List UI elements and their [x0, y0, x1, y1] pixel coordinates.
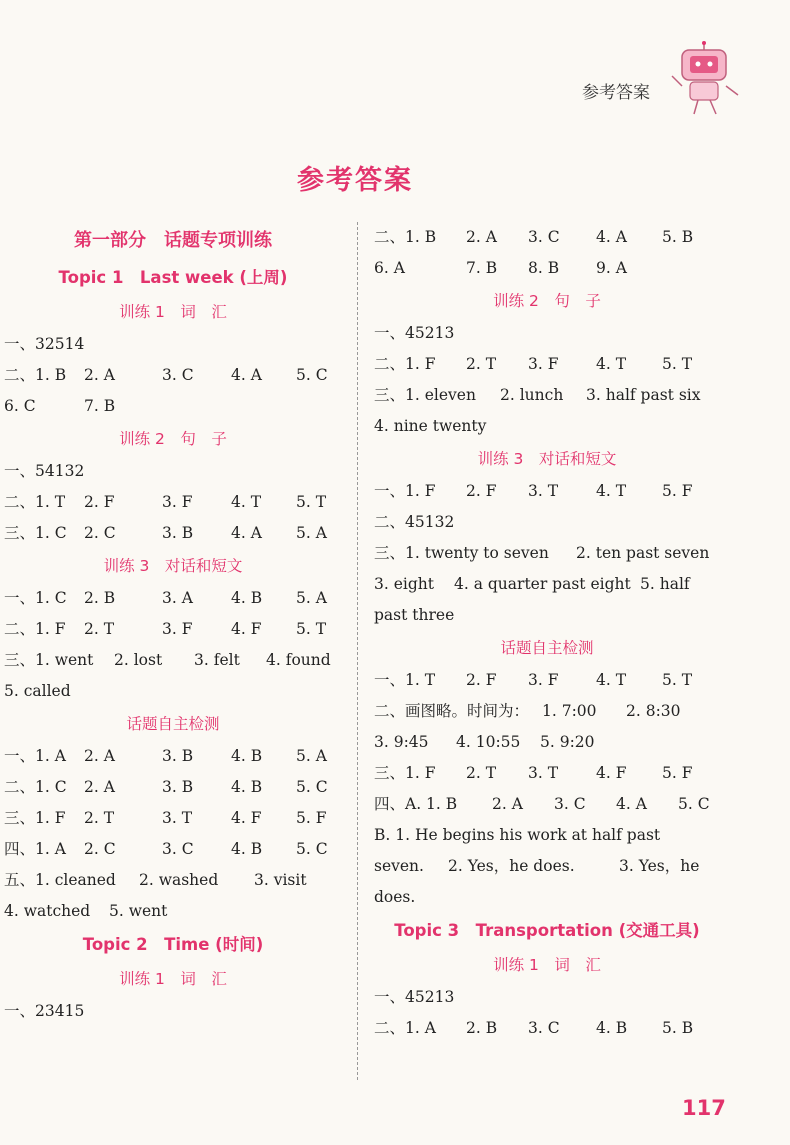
answer-line — [374, 665, 720, 696]
answer-item: past three — [374, 606, 455, 624]
answer-item: 2. washed — [139, 871, 219, 889]
answer-item: 7. B — [466, 259, 498, 277]
topic-heading: Topic 1 Last week (上周) — [58, 268, 288, 287]
answer-line — [4, 360, 342, 391]
answer-item: 三、1. F — [374, 764, 436, 782]
answer-line — [4, 996, 342, 1027]
answer-item: 3. T — [528, 482, 559, 500]
answer-item: 4. nine twenty — [374, 417, 487, 435]
answer-item: 3. A — [162, 589, 193, 607]
section-heading: 训练 3 对话和短文 — [477, 450, 617, 468]
answer-item: 3. C — [554, 795, 586, 813]
answer-item: 2. A — [466, 228, 497, 246]
answer-line — [4, 741, 342, 772]
answer-item: 5. F — [662, 764, 693, 782]
answer-item: 二、1. A — [374, 1019, 436, 1037]
answer-item: 三、1. eleven — [374, 386, 476, 404]
answer-item: 四、A. 1. B — [374, 795, 458, 813]
answer-line — [4, 834, 342, 865]
answer-item: 6. A — [374, 259, 405, 277]
answer-item: 2. ten past seven — [576, 544, 710, 562]
answer-line — [374, 507, 720, 538]
answer-item: 4. T — [596, 355, 627, 373]
section-heading: 话题自主检测 — [500, 639, 594, 657]
answer-line — [4, 772, 342, 803]
answer-item: 一、54132 — [4, 462, 85, 480]
answer-line — [374, 851, 720, 882]
answer-item: 4. F — [231, 809, 262, 827]
answer-item: 3. C — [528, 1019, 560, 1037]
answer-item: 2. T — [466, 355, 497, 373]
answer-item: 5. C — [296, 366, 328, 384]
topic-heading: Topic 2 Time (时间) — [82, 935, 264, 954]
section-heading: 训练 1 词 汇 — [119, 303, 227, 321]
answer-line — [374, 569, 720, 600]
answer-line — [4, 896, 342, 927]
answer-item: 4. T — [231, 493, 262, 511]
answer-item: 3. 9:45 — [374, 733, 429, 751]
answer-item: 2. T — [466, 764, 497, 782]
answer-item: 3. B — [162, 778, 194, 796]
answer-item: 1. 7:00 — [542, 702, 597, 720]
section-heading: 训练 2 句 子 — [493, 292, 601, 310]
answer-item: 4. A — [231, 366, 262, 384]
answer-line — [4, 329, 342, 360]
answer-item: seven. — [374, 857, 424, 875]
answer-item: 8. B — [528, 259, 560, 277]
answer-line — [374, 727, 720, 758]
section-heading: 训练 1 词 汇 — [493, 956, 601, 974]
answer-item: 9. A — [596, 259, 627, 277]
answer-item: 5. B — [662, 1019, 694, 1037]
answer-item: 2. Yes，he does. — [448, 857, 575, 875]
answer-line — [374, 476, 720, 507]
left-answer-column — [4, 222, 342, 1027]
robot-mascot-icon — [668, 40, 748, 120]
answer-line — [374, 318, 720, 349]
answer-item: 3. F — [528, 671, 559, 689]
page-title: 参考答案 — [297, 165, 413, 196]
answer-item: 3. C — [162, 840, 194, 858]
answer-item: 三、1. twenty to seven — [374, 544, 549, 562]
answer-item: 一、45213 — [374, 988, 455, 1006]
answer-item: 3. half past six — [586, 386, 701, 404]
answer-item: 4. watched — [4, 902, 91, 920]
answer-item: 二、1. C — [4, 778, 67, 796]
answer-line — [4, 456, 342, 487]
answer-item: 一、32514 — [4, 335, 85, 353]
answer-item: 3. B — [162, 747, 194, 765]
answer-item: 4. B — [231, 840, 263, 858]
answer-item: 3. B — [162, 524, 194, 542]
answer-line — [4, 803, 342, 834]
answer-item: 二、1. T — [4, 493, 66, 511]
answer-item: 4. F — [596, 764, 627, 782]
answer-line — [374, 380, 720, 411]
answer-item: 一、1. C — [4, 589, 67, 607]
answer-item: 三、1. C — [4, 524, 67, 542]
answer-item: 4. B — [596, 1019, 628, 1037]
answer-item: 3. C — [162, 366, 194, 384]
answer-item: 2. B — [84, 589, 116, 607]
answer-item: 4. A — [596, 228, 627, 246]
answer-item: 4. F — [231, 620, 262, 638]
answer-item: 二、1. F — [374, 355, 436, 373]
answer-item: 5. A — [296, 747, 327, 765]
section-heading: 训练 1 词 汇 — [119, 970, 227, 988]
answer-item: 3. T — [528, 764, 559, 782]
answer-line — [374, 600, 720, 631]
answer-line — [4, 614, 342, 645]
answer-item: 5. A — [296, 524, 327, 542]
answer-item: 5. C — [296, 778, 328, 796]
answer-item: 一、1. A — [4, 747, 66, 765]
answer-item: 2. C — [84, 524, 116, 542]
section-heading: 训练 2 句 子 — [119, 430, 227, 448]
section-heading: 训练 3 对话和短文 — [103, 557, 243, 575]
answer-item: 5. half — [640, 575, 690, 593]
answer-line — [4, 583, 342, 614]
answer-line — [374, 538, 720, 569]
answer-item: 3. C — [528, 228, 560, 246]
answer-item: 4. 10:55 — [456, 733, 521, 751]
answer-item: 2. A — [492, 795, 523, 813]
answer-item: 二、1. F — [4, 620, 66, 638]
answer-item: 四、1. A — [4, 840, 66, 858]
part-heading: 第一部分 话题专项训练 — [74, 230, 272, 251]
answer-line — [374, 222, 720, 253]
answer-item: 一、1. F — [374, 482, 436, 500]
answer-item: 7. B — [84, 397, 116, 415]
answer-item: 3. F — [162, 620, 193, 638]
answer-item: 5. A — [296, 589, 327, 607]
answer-item: 二、45132 — [374, 513, 455, 531]
answer-item: 2. B — [466, 1019, 498, 1037]
answer-item: 4. B — [231, 778, 263, 796]
answer-line — [374, 349, 720, 380]
answer-item: 6. C — [4, 397, 36, 415]
answer-item: 2. T — [84, 809, 115, 827]
column-divider — [357, 222, 358, 1080]
answer-item: 一、45213 — [374, 324, 455, 342]
answer-line — [4, 865, 342, 896]
answer-item: 4. a quarter past eight — [454, 575, 631, 593]
answer-item: does. — [374, 888, 416, 906]
answer-item: 4. B — [231, 589, 263, 607]
answer-item: 2. lost — [114, 651, 163, 669]
answer-item: 二、1. B — [4, 366, 67, 384]
answer-item: 5. F — [296, 809, 327, 827]
answer-item: 4. A — [616, 795, 647, 813]
page-number: 117 — [682, 1096, 726, 1120]
answer-item: 2. F — [466, 671, 497, 689]
answer-item: 4. T — [596, 671, 627, 689]
answer-item: 5. C — [296, 840, 328, 858]
answer-line — [374, 882, 720, 913]
answer-item: 5. 9:20 — [540, 733, 595, 751]
section-heading: 话题自主检测 — [126, 715, 220, 733]
answer-item: 4. found — [266, 651, 331, 669]
answer-line — [4, 518, 342, 549]
answer-item: 2. F — [466, 482, 497, 500]
answer-item: 4. T — [596, 482, 627, 500]
answer-line — [374, 758, 720, 789]
answer-item: 3. F — [162, 493, 193, 511]
answer-line — [374, 789, 720, 820]
answer-item: 一、23415 — [4, 1002, 85, 1020]
answer-line — [374, 696, 720, 727]
answer-item: 5. F — [662, 482, 693, 500]
answer-line — [374, 411, 720, 442]
answer-item: 5. T — [296, 493, 327, 511]
answer-item: 2. A — [84, 778, 115, 796]
answer-item: 5. C — [678, 795, 710, 813]
right-answer-column — [374, 222, 720, 1044]
answer-item: 2. T — [84, 620, 115, 638]
answer-item: 五、1. cleaned — [4, 871, 116, 889]
answer-item: 2. F — [84, 493, 115, 511]
answer-item: 3. felt — [194, 651, 240, 669]
answer-line — [374, 820, 720, 851]
answer-line — [4, 676, 342, 707]
answer-line — [4, 487, 342, 518]
answer-line — [374, 1013, 720, 1044]
running-header-label: 参考答案 — [582, 83, 650, 103]
answer-line — [374, 253, 720, 284]
answer-line — [374, 982, 720, 1013]
answer-item: 二、画图略。时间为： — [374, 702, 530, 720]
answer-item: 4. B — [231, 747, 263, 765]
answer-item: 2. 8:30 — [626, 702, 681, 720]
answer-item: 5. T — [296, 620, 327, 638]
answer-item: 三、1. went — [4, 651, 94, 669]
answer-item: 3. Yes，he — [619, 857, 700, 875]
answer-item: 5. went — [109, 902, 168, 920]
answer-item: B. 1. He begins his work at half past — [374, 826, 661, 844]
answer-line — [4, 645, 342, 676]
answer-item: 三、1. F — [4, 809, 66, 827]
answer-item: 3. eight — [374, 575, 434, 593]
answer-item: 二、1. B — [374, 228, 437, 246]
answer-item: 3. F — [528, 355, 559, 373]
answer-item: 2. lunch — [500, 386, 564, 404]
answer-item: 5. T — [662, 671, 693, 689]
answer-line — [4, 391, 342, 422]
answer-item: 3. visit — [254, 871, 307, 889]
answer-item: 5. called — [4, 682, 71, 700]
answer-item: 3. T — [162, 809, 193, 827]
answer-item: 5. T — [662, 355, 693, 373]
answer-item: 2. C — [84, 840, 116, 858]
answer-item: 4. A — [231, 524, 262, 542]
answer-item: 5. B — [662, 228, 694, 246]
answer-item: 2. A — [84, 747, 115, 765]
answer-item: 一、1. T — [374, 671, 436, 689]
answer-item: 2. A — [84, 366, 115, 384]
topic-heading: Topic 3 Transportation (交通工具) — [394, 921, 700, 940]
